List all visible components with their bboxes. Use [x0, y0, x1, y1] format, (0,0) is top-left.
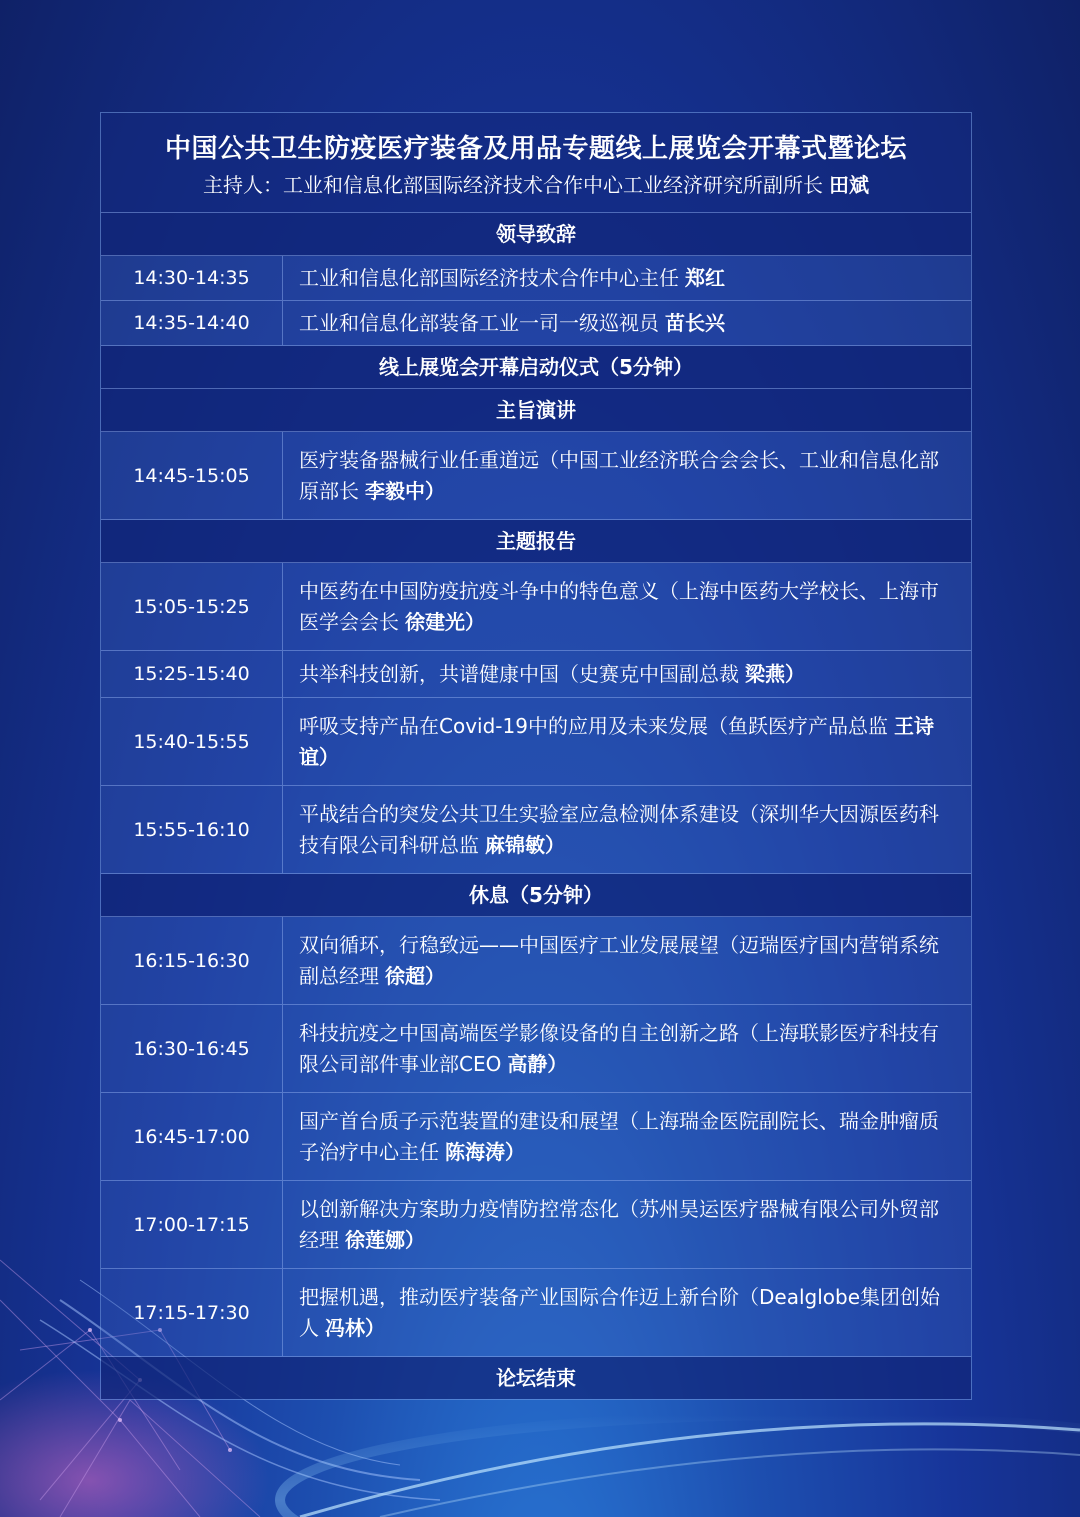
row-content: [283, 563, 971, 650]
row-content: [283, 1181, 971, 1268]
row-speaker: 陈海涛）: [445, 1139, 525, 1164]
row-speaker: 郑红: [685, 265, 725, 290]
row-time: 16:45-17:00: [101, 1093, 283, 1180]
section-leaders: 领导致辞: [101, 213, 971, 256]
table-row: [101, 917, 971, 1005]
schedule-header: [101, 113, 971, 213]
row-time: 14:35-14:40: [101, 301, 283, 345]
schedule-table: [100, 112, 972, 1400]
table-row: [101, 563, 971, 651]
row-topic: 工业和信息化部国际经济技术合作中心主任: [299, 265, 679, 290]
row-speaker: 徐超）: [385, 963, 445, 988]
row-content: [283, 256, 971, 300]
row-speaker: 王诗谊）: [299, 713, 934, 769]
row-speaker: 梁燕）: [745, 661, 805, 686]
row-time: 14:30-14:35: [101, 256, 283, 300]
row-speaker: 李毅中）: [365, 478, 445, 503]
row-content: [283, 786, 971, 873]
table-row: [101, 1093, 971, 1181]
section-opening: 线上展览会开幕启动仪式（5分钟）: [101, 346, 971, 389]
row-speaker: 高静）: [507, 1051, 568, 1076]
row-content: [283, 698, 971, 785]
row-speaker: 冯林）: [325, 1315, 385, 1340]
row-time: 14:45-15:05: [101, 432, 283, 519]
table-row: [101, 698, 971, 786]
row-topic: 共举科技创新，共谱健康中国（史赛克中国副总裁: [299, 661, 739, 686]
row-time: 16:30-16:45: [101, 1005, 283, 1092]
host-name: 田斌: [829, 173, 869, 197]
row-time: 17:00-17:15: [101, 1181, 283, 1268]
row-time: 17:15-17:30: [101, 1269, 283, 1356]
table-row: [101, 1181, 971, 1269]
host-line: [101, 169, 971, 201]
row-content: [283, 651, 971, 697]
row-topic: 医疗装备器械行业任重道远（中国工业经济联合会会长、工业和信息化部原部长: [299, 447, 939, 503]
table-row: [101, 301, 971, 346]
host-label: 主持人：工业和信息化部国际经济技术合作中心工业经济研究所副所长: [203, 173, 823, 197]
row-topic: 把握机遇，推动医疗装备产业国际合作迈上新台阶（Dealglobe集团创始人: [299, 1284, 941, 1340]
row-content: [283, 1093, 971, 1180]
section-reports: 主题报告: [101, 520, 971, 563]
section-break: 休息（5分钟）: [101, 874, 971, 917]
row-topic: 呼吸支持产品在Covid-19中的应用及未来发展（鱼跃医疗产品总监: [299, 713, 888, 738]
page-title: 中国公共卫生防疫医疗装备及用品专题线上展览会开幕式暨论坛: [164, 134, 907, 164]
row-topic: 双向循环，行稳致远——中国医疗工业发展展望（迈瑞医疗国内营销系统副总经理: [299, 932, 939, 988]
row-speaker: 麻锦敏）: [485, 832, 565, 857]
table-row: [101, 651, 971, 698]
table-row: [101, 432, 971, 520]
row-time: 15:55-16:10: [101, 786, 283, 873]
row-topic: 平战结合的突发公共卫生实验室应急检测体系建设（深圳华大因源医药科技有限公司科研总监: [299, 801, 939, 857]
table-row: [101, 786, 971, 874]
row-time: 15:25-15:40: [101, 651, 283, 697]
row-content: [283, 1005, 971, 1092]
table-row: [101, 1005, 971, 1093]
row-speaker: 徐建光）: [405, 609, 485, 634]
row-topic: 中医药在中国防疫抗疫斗争中的特色意义（上海中医药大学校长、上海市医学会会长: [299, 578, 939, 634]
table-row: [101, 1269, 971, 1357]
row-speaker: 徐莲娜）: [345, 1227, 425, 1252]
section-keynote: 主旨演讲: [101, 389, 971, 432]
row-time: 15:40-15:55: [101, 698, 283, 785]
row-topic: 以创新解决方案助力疫情防控常态化（苏州昊运医疗器械有限公司外贸部经理: [299, 1196, 939, 1252]
row-content: [283, 301, 971, 345]
row-content: [283, 1269, 971, 1356]
row-speaker: 苗长兴: [665, 310, 725, 335]
row-topic: 工业和信息化部装备工业一司一级巡视员: [299, 310, 659, 335]
row-topic: 科技抗疫之中国高端医学影像设备的自主创新之路（上海联影医疗科技有限公司部件事业部CEO: [299, 1020, 939, 1076]
row-topic: 国产首台质子示范装置的建设和展望（上海瑞金医院副院长、瑞金肿瘤质子治疗中心主任: [299, 1108, 939, 1164]
row-content: [283, 917, 971, 1004]
section-end: 论坛结束: [101, 1357, 971, 1399]
table-row: [101, 256, 971, 301]
row-time: 16:15-16:30: [101, 917, 283, 1004]
row-content: [283, 432, 971, 519]
row-time: 15:05-15:25: [101, 563, 283, 650]
